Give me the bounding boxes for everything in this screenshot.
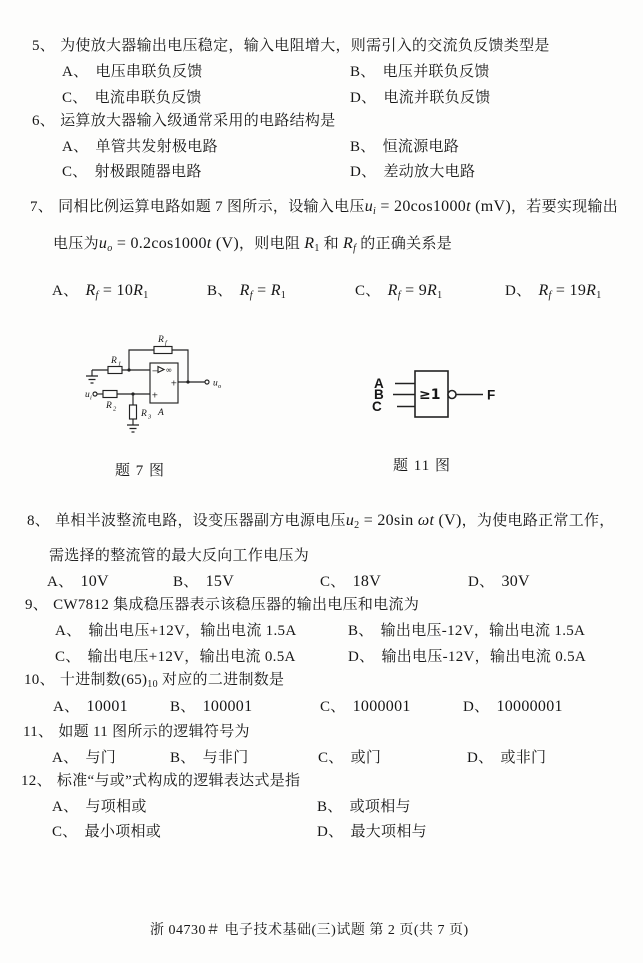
question-7-option-b: B、 $R_f = R_1$ — [207, 282, 287, 301]
gate-input-b-label: B — [374, 387, 384, 402]
question-9-option-c: C、 输出电压+12V，输出电流 0.5A — [55, 649, 296, 665]
question-11-option-d: D、 或非门 — [467, 750, 547, 766]
question-7-option-d: D、 $R_f = 19R_1$ — [505, 282, 602, 301]
question-8-option-a: A、 10V — [47, 573, 109, 590]
opamp-plus-input: + — [151, 390, 159, 400]
svg-text:1: 1 — [118, 360, 122, 368]
question-8-stem-line2: 需选择的整流管的最大反向工作电压为 — [49, 548, 310, 564]
figure-11-logic-gate — [360, 358, 500, 433]
question-7-number: 7、 — [30, 199, 54, 215]
question-11-stem — [23, 723, 250, 742]
svg-text:3: 3 — [148, 413, 152, 421]
resistor-r1 — [108, 367, 122, 374]
question-7-text: 同相比例运算电路如题 7 图所示，设输入电压$u_i = 20\cos 1000t$ (mV)，若要实现输出 — [58, 198, 619, 217]
question-5-number: 5、 — [32, 38, 56, 54]
figure-7-caption: 题 7 图 — [115, 463, 166, 479]
opamp-output-plus: + — [170, 378, 178, 388]
figure-11-caption: 题 11 图 — [393, 458, 451, 474]
ground-symbol-left — [86, 370, 108, 383]
question-9-option-a: A、 输出电压+12V，输出电流 1.5A — [55, 623, 297, 639]
svg-text:o: o — [218, 383, 222, 390]
resistor-rf-label: R — [158, 335, 164, 345]
gate-input-c-label: C — [372, 399, 382, 414]
question-10-number: 10、 — [24, 672, 55, 688]
question-10-text: 十进制数$(65)_{10}$ 对应的二进制数是 — [59, 672, 285, 690]
question-9-number: 9、 — [25, 597, 49, 613]
question-10-option-b: B、 100001 — [170, 698, 253, 715]
resistor-rf — [154, 347, 172, 354]
question-12-option-a: A、 与项相或 — [52, 799, 147, 815]
question-6-number: 6、 — [32, 113, 56, 129]
question-10-option-c: C、 1000001 — [320, 698, 411, 715]
output-terminal — [205, 380, 209, 384]
node-output — [186, 380, 189, 383]
input-ui-label: u — [85, 390, 90, 400]
question-9-option-b: B、 输出电压-12V，输出电流 1.5A — [348, 623, 586, 639]
question-5-option-d: D、 电流并联负反馈 — [350, 90, 491, 106]
question-8-option-c: C、 18V — [320, 573, 382, 590]
question-10-option-a: A、 10001 — [53, 698, 128, 715]
question-10-option-d: D、 10000001 — [463, 698, 563, 715]
question-9-text: CW7812 集成稳压器表示该稳压器的输出电压和电流为 — [53, 597, 420, 613]
question-5-text: 为使放大器输出电压稳定，输入电阻增大，则需引入的交流负反馈类型是 — [60, 38, 550, 54]
svg-text:2: 2 — [113, 405, 117, 413]
opamp-minus-input: − — [151, 366, 159, 376]
resistor-r2-label: R — [106, 401, 112, 411]
page-footer: 浙 04730＃ 电子技术基础(三)试题 第 2 页(共 7 页) — [150, 923, 469, 938]
output-uo-label: u — [213, 378, 218, 389]
question-8-option-b: B、 15V — [173, 573, 235, 590]
gate-output-f-label: F — [487, 387, 496, 403]
question-10-stem — [24, 671, 284, 694]
resistor-r3 — [130, 405, 137, 419]
question-12-option-b: B、 或项相与 — [317, 799, 411, 815]
question-7-stem — [30, 197, 618, 221]
gate-or-symbol: ≥1 — [419, 387, 441, 403]
resistor-r3-label: R — [141, 409, 147, 419]
question-9-option-d: D、 输出电压-12V，输出电流 0.5A — [348, 649, 586, 665]
gate-input-a-label: A — [374, 376, 384, 391]
question-8-number: 8、 — [27, 513, 51, 529]
question-5-stem — [32, 37, 550, 56]
question-11-option-b: B、 与非门 — [170, 750, 249, 766]
input-terminal — [93, 392, 97, 396]
question-12-option-d: D、 最大项相与 — [317, 824, 427, 840]
question-7-option-c: C、 $R_f = 9R_1$ — [355, 282, 443, 301]
question-8-stem — [27, 511, 615, 535]
question-6-option-d: D、 差动放大电路 — [350, 164, 476, 180]
question-6-text: 运算放大器输入级通常采用的电路结构是 — [60, 113, 336, 129]
question-7-stem-line2: 电压为$u_o = 0.2\cos 1000t$ (V)，则电阻 $R_1$ 和 $R_f$ 的正确关系是 — [53, 235, 453, 254]
svg-text:f: f — [165, 339, 167, 347]
question-9-stem — [25, 596, 419, 615]
question-6-option-c: C、 射极跟随器电路 — [62, 164, 202, 180]
question-8-text: 单相半波整流电路，设变压器副方电源电压$u_2 = 20\sin$ ωt (V)，为使电路正常工作， — [55, 512, 615, 531]
question-6-option-a: A、 单管共发射极电路 — [62, 139, 218, 155]
question-12-number: 12、 — [21, 773, 52, 789]
resistor-r2 — [103, 391, 117, 398]
question-6-stem — [32, 112, 336, 131]
question-11-number: 11、 — [23, 724, 54, 740]
gate-input-lines — [393, 384, 415, 407]
question-12-text: 标准“与或”式构成的逻辑表达式是指 — [56, 773, 301, 789]
question-12-stem — [21, 772, 300, 791]
svg-text:i: i — [90, 394, 92, 402]
question-11-option-c: C、 或门 — [318, 750, 382, 766]
resistor-r1-label: R — [111, 356, 117, 366]
opamp-label: A — [158, 408, 164, 418]
question-5-option-a: A、 电压串联负反馈 — [62, 64, 203, 80]
question-12-option-c: C、 最小项相或 — [52, 824, 162, 840]
opamp-gain-infinity: ∞ — [165, 365, 173, 375]
question-5-option-b: B、 电压并联负反馈 — [350, 64, 490, 80]
ground-symbol-bottom — [127, 419, 139, 432]
question-5-option-c: C、 电流串联负反馈 — [62, 90, 202, 106]
question-6-option-b: B、 恒流源电路 — [350, 139, 460, 155]
gate-inversion-bubble — [448, 391, 456, 399]
question-11-text: 如题 11 图所示的逻辑符号为 — [58, 724, 250, 740]
question-11-option-a: A、 与门 — [52, 750, 117, 766]
question-8-option-d: D、 30V — [468, 573, 530, 590]
question-7-option-a: A、 $R_f = 10R_1$ — [52, 282, 149, 301]
figure-7-opamp-circuit — [85, 322, 265, 447]
